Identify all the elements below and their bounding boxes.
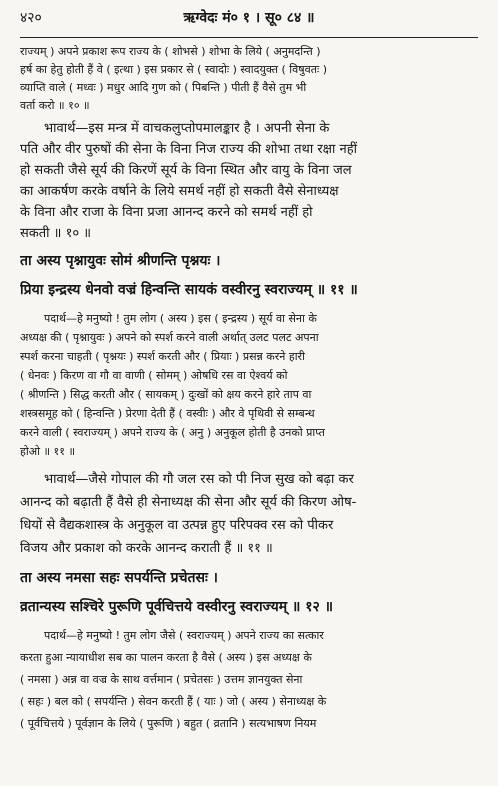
- mantra-line: ता अस्य पृश्नायुवः सोमं श्रीणन्ति पृश्नयः ।: [20, 253, 221, 269]
- padartha-line: करने वाली ( स्वराज्यम् ) अपने राज्य के ( अनु ) अनुकूल होती है उनको प्राप्त: [20, 426, 325, 439]
- padartha-line: पदार्थ—हे मनुष्यो ! तुम लोग जैसे ( स्वराज्यम् ) अपने राज्य का सत्कार: [44, 629, 324, 642]
- mantra-line: व्रतान्यस्य सश्चिरे पुरूणि पूर्वचित्तये वस्वीरनु स्वराज्यम् ॥ १२ ॥: [20, 599, 334, 615]
- bhavartha-line: का आकर्षण करके वर्षाने के लिये समर्थ नहीं हो सकती वैसे सेनाध्यक्ष: [20, 184, 339, 199]
- padartha-line: ( सहः ) बल को ( सपर्यन्ति ) सेवन करती हैं ( याः ) जो ( अस्य ) सेनाध्यक्ष के: [20, 695, 327, 708]
- bhavartha-line: विजय और प्रकाश को करके आनन्द कराती हैं ॥ ११ ॥: [20, 541, 273, 556]
- mantra-line: ता अस्य नमसा सहः सपर्यन्ति प्रचेतसः ।: [20, 570, 218, 586]
- mantra-line: प्रिया इन्द्रस्य धेनवो वज्रं हिन्वन्ति सायकं वस्वीरनु स्वराज्यम् ॥ ११ ॥: [20, 282, 358, 298]
- padartha-line: शस्त्रसमूह को ( हिन्वन्ति ) प्रेरणा देती हैं ( वस्वीः ) और वे पृथिवी से सम्बन्ध: [20, 407, 315, 420]
- bhavartha-line: आनन्द को बढ़ाती हैं वैसे ही सेनाध्यक्ष की सेना और सूर्य की किरण ओष-: [20, 495, 357, 510]
- padartha-line: ( श्रीणन्ति ) सिद्ध करती और ( सायकम् ) दुःखों को क्षय करने हारे ताप वा: [20, 388, 312, 401]
- padartha-line: पदार्थ—हे मनुष्यो ! तुम लोग ( अस्य ) इस ( इन्द्रस्य ) सूर्य वा सेना के: [44, 312, 317, 325]
- padartha-line: ( धेनवः ) किरण वा गौ वा वाणी ( सोमम् ) ओषधि रस वा ऐश्वर्य को: [20, 369, 288, 382]
- bhavartha-line: भावार्थ—इस मन्त्र में वाचकलुप्तोपमालङ्कार है । अपनी सेना के: [44, 121, 330, 136]
- running-title: ऋग्वेदः मं० १ । सू० ८४ ॥: [183, 10, 315, 26]
- padartha-line: अध्यक्ष की ( पृश्नायुवः ) अपने को स्पर्श करने वाली अर्थात् उलट पलट अपना: [20, 331, 319, 344]
- bhavartha-line: धियों से वैद्यकशास्त्र के अनुकूल वा उत्पन्न हुए परिपक्व रस को पीकर: [20, 518, 334, 533]
- padartha-line: होओ ॥ ११ ॥: [20, 445, 76, 458]
- padartha-line: ( पूर्वचित्तये ) पूर्वज्ञान के लिये ( पुरूणि ) बहुत ( व्रतानि ) सत्यभाषण नियम: [20, 717, 317, 730]
- page-number: ४२०: [20, 10, 42, 26]
- padartha-line: ( नमसा ) अन्न वा वज्र के साथ वर्त्तमान ( प्रचेतसः ) उत्तम ज्ञानयुक्त सेना: [20, 673, 303, 686]
- padartha-line: स्पर्श करना चाहती ( पृश्नयः ) स्पर्श करती और ( प्रियाः ) प्रसन्न करने हारी: [20, 350, 305, 363]
- bhavartha-line: हो सकती जैसे सूर्य की किरणें सूर्य के विना स्थित और वायु के विना जल: [20, 163, 352, 178]
- padartha-line: करता हुआ न्यायाधीश सब का पालन करता है वैसे ( अस्य ) इस अध्यक्ष के: [20, 651, 312, 664]
- bhavartha-line: सकती ॥ १० ॥: [20, 226, 92, 241]
- body-line: वर्ता करो ॥ १० ॥: [20, 99, 90, 112]
- bhavartha-line: के विना और राजा के विना प्रजा आनन्द करने को समर्थ नहीं हो: [20, 205, 313, 220]
- body-line: हर्ष का हेतु होती हैं वे ( इत्था ) इस प्रकार से ( स्वादोः ) स्वादयुक्त ( विषुवतः ): [20, 63, 328, 76]
- bhavartha-line: पति और वीर पुरुषों की सेना के विना निज राज्य की शोभा तथा रक्षा नहीं: [20, 142, 357, 157]
- bhavartha-line: भावार्थ—जैसे गोपाल की गौ जल रस को पी निज सुख को बढ़ा कर: [44, 472, 354, 487]
- body-line: राज्यम् ) अपने प्रकाश रूप राज्य के ( शोभसे ) शोभा के लिये ( अनुमदन्ति ): [20, 45, 321, 58]
- body-line: व्याप्ति वाले ( मध्वः ) मधुर आदि गुण को ( पिबन्ति ) पीती हैं वैसे तुम भी: [20, 81, 307, 94]
- page-header: [20, 8, 478, 30]
- header-rule: [20, 37, 478, 38]
